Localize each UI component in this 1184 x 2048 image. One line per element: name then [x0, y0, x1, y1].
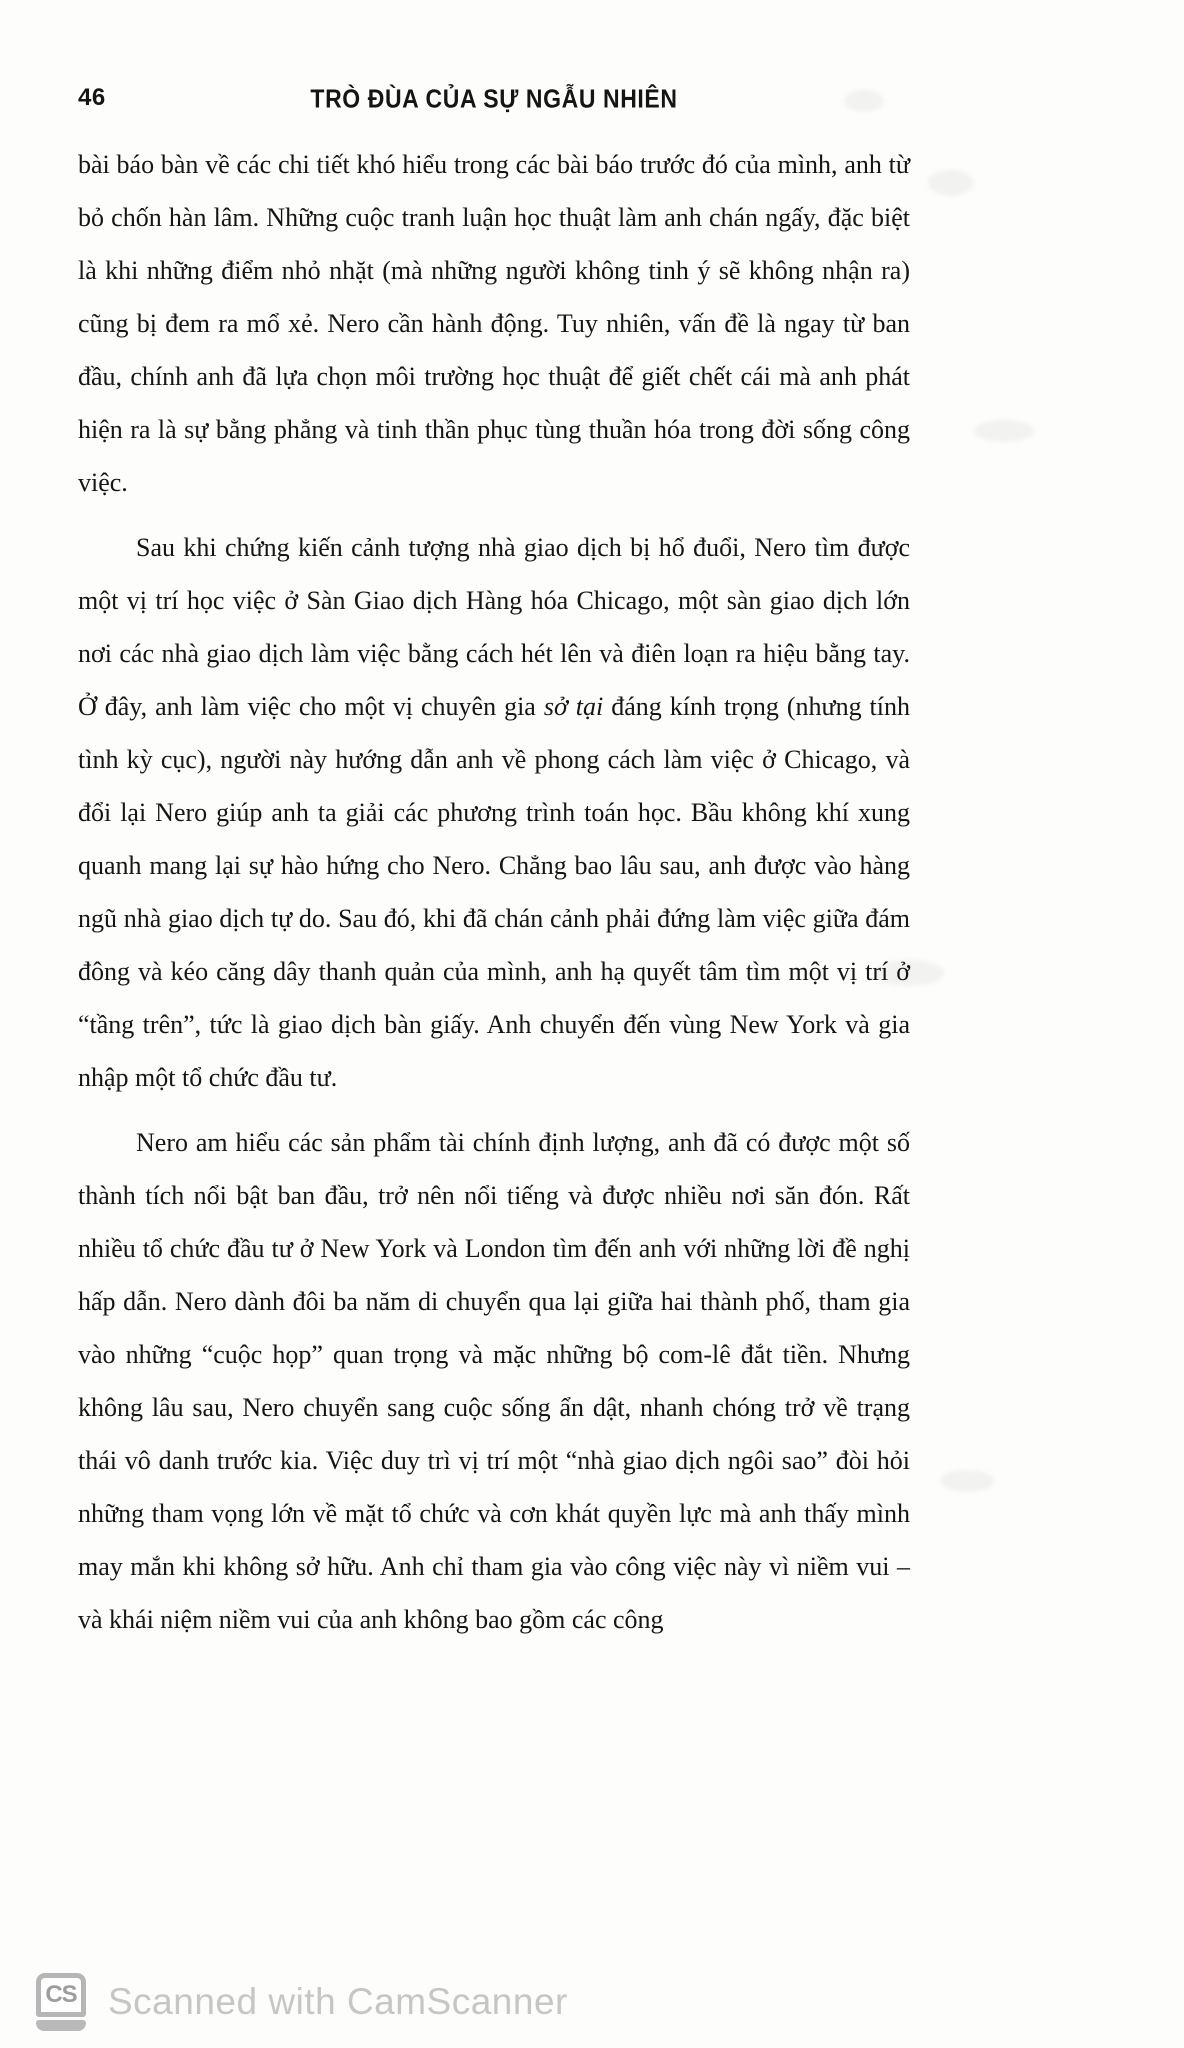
page-header	[78, 84, 910, 118]
scan-smudge	[940, 1470, 994, 1492]
paragraph-2-part2: đáng kính trọng (nhưng tính tình kỳ cục), người này hướng dẫn anh về phong cách làm việc ở Chicago, và đổi lại Nero giúp anh ta giải các phương trình toán học. Bầu không khí xung quanh mang lại sự hào hứng cho Nero. Chẳng bao lâu sau, anh được vào hàng ngũ nhà giao dịch tự do. Sau đó, khi đã chán cảnh phải đứng làm việc giữa đám đông và kéo căng dây thanh quản của mình, anh hạ quyết tâm tìm một vị trí ở “tầng trên”, tức là giao dịch bàn giấy. Anh chuyển đến vùng New York và gia nhập một tổ chức đầu tư.	[78, 692, 910, 1092]
scan-smudge	[974, 420, 1034, 442]
paragraph-2-italic-phrase: sở tại	[543, 692, 604, 721]
paragraph-2	[78, 521, 910, 1104]
camscanner-logo-icon	[36, 1973, 86, 2031]
page-number: 46	[78, 84, 106, 111]
camscanner-logo-bar	[36, 2020, 86, 2031]
running-title: TRÒ ĐÙA CỦA SỰ NGẪU NHIÊN	[310, 84, 678, 114]
body-text	[78, 138, 910, 1658]
watermark-text: Scanned with CamScanner	[108, 1981, 568, 2022]
scan-smudge	[928, 170, 974, 196]
camscanner-watermark	[36, 1970, 568, 2034]
paragraph-1: bài báo bàn về các chi tiết khó hiểu trong các bài báo trước đó của mình, anh từ bỏ chốn hàn lâm. Những cuộc tranh luận học thuật làm anh chán ngấy, đặc biệt là khi những điểm nhỏ nhặt (mà những người không tinh ý sẽ không nhận ra) cũng bị đem ra mổ xẻ. Nero cần hành động. Tuy nhiên, vấn đề là ngay từ ban đầu, chính anh đã lựa chọn môi trường học thuật để giết chết cái mà anh phát hiện ra là sự bằng phẳng và tinh thần phục tùng thuần hóa trong đời sống công việc.	[78, 150, 910, 497]
paragraph-3: Nero am hiểu các sản phẩm tài chính định lượng, anh đã có được một số thành tích nổi bật ban đầu, trở nên nổi tiếng và được nhiều nơi săn đón. Rất nhiều tổ chức đầu tư ở New York và London tìm đến anh với những lời đề nghị hấp dẫn. Nero dành đôi ba năm di chuyển qua lại giữa hai thành phố, tham gia vào những “cuộc họp” quan trọng và mặc những bộ com-lê đắt tiền. Nhưng không lâu sau, Nero chuyển sang cuộc sống ẩn dật, nhanh chóng trở về trạng thái vô danh trước kia. Việc duy trì vị trí một “nhà giao dịch ngôi sao” đòi hỏi những tham vọng lớn về mặt tổ chức và cơn khát quyền lực mà anh thấy mình may mắn khi không sở hữu. Anh chỉ tham gia vào công việc này vì niềm vui – và khái niệm niềm vui của anh không bao gồm các công	[78, 1128, 910, 1634]
camscanner-logo-letters: CS	[36, 1973, 86, 2017]
paragraph-2-part1: Sau khi chứng kiến cảnh tượng nhà giao dịch bị hổ đuổi, Nero tìm được một vị trí học việc ở Sàn Giao dịch Hàng hóa Chicago, một sàn giao dịch lớn nơi các nhà giao dịch làm việc bằng cách hét lên và điên loạn ra hiệu bằng tay. Ở đây, anh làm việc cho một vị chuyên gia	[78, 533, 910, 721]
